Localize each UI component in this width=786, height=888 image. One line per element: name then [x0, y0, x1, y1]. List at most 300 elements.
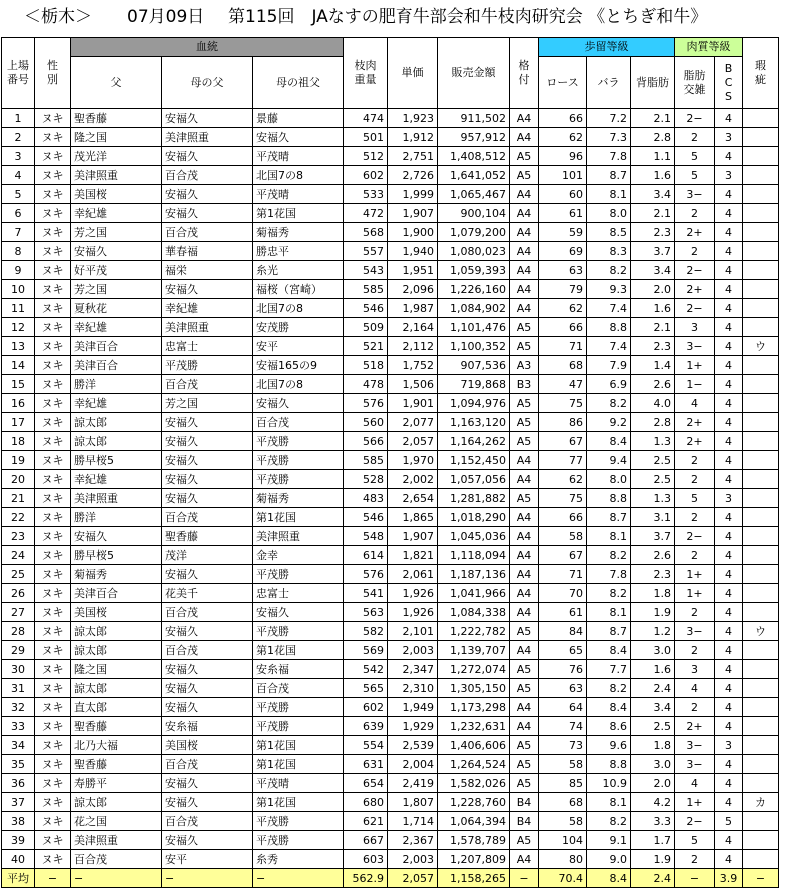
cell-weight: 542 — [344, 660, 388, 679]
cell-weight: 585 — [344, 280, 388, 299]
cell-sex: ヌキ — [35, 470, 71, 489]
cell-loin: 96 — [539, 147, 587, 166]
cell-grade: B3 — [510, 375, 539, 394]
cell-marbling: 2+ — [675, 413, 715, 432]
cell-bcs: 4 — [715, 185, 743, 204]
cell-loin: 67 — [539, 432, 587, 451]
cell-no: 6 — [2, 204, 35, 223]
cell-unit-price: 2,419 — [388, 774, 438, 793]
cell-sex: ヌキ — [35, 337, 71, 356]
cell-sex: ヌキ — [35, 394, 71, 413]
cell-unit-price: 1,901 — [388, 394, 438, 413]
cell-defect — [743, 223, 779, 242]
cell-defect — [743, 565, 779, 584]
cell-dam-grandsire: 安茂勝 — [253, 318, 344, 337]
cell-dam-grandsire: 忠富士 — [253, 584, 344, 603]
cell-sales: 1,139,707 — [438, 641, 510, 660]
table-row — [2, 565, 779, 584]
cell-bcs: 4 — [715, 356, 743, 375]
cell-sire: 夏秋花 — [71, 299, 162, 318]
cell-marbling: 2 — [675, 641, 715, 660]
cell-no: 17 — [2, 413, 35, 432]
cell-dam-sire: 美国桜 — [162, 736, 253, 755]
cell-defect — [743, 850, 779, 869]
table-row — [2, 451, 779, 470]
cell-weight: 478 — [344, 375, 388, 394]
cell-sex: ヌキ — [35, 223, 71, 242]
cell-sire: 聖香藤 — [71, 755, 162, 774]
cell-grade: A4 — [510, 470, 539, 489]
cell-bcs: 4 — [715, 242, 743, 261]
cell-defect — [743, 736, 779, 755]
cell-no: 25 — [2, 565, 35, 584]
cell-defect — [743, 831, 779, 850]
cell-sex: ヌキ — [35, 489, 71, 508]
cell-backfat: 2.5 — [631, 451, 675, 470]
cell-loin: 63 — [539, 679, 587, 698]
cell-grade: A5 — [510, 147, 539, 166]
cell-unit-price: 2,347 — [388, 660, 438, 679]
cell-sire: 寿勝平 — [71, 774, 162, 793]
cell-unit-price: 2,751 — [388, 147, 438, 166]
cell-bcs: 4 — [715, 432, 743, 451]
table-row — [2, 470, 779, 489]
avg-label: 平均 — [2, 869, 35, 888]
cell-rib: 10.9 — [587, 774, 631, 793]
cell-grade: A4 — [510, 641, 539, 660]
cell-bcs: 4 — [715, 318, 743, 337]
cell-weight: 548 — [344, 527, 388, 546]
cell-no: 28 — [2, 622, 35, 641]
cell-bcs: 4 — [715, 261, 743, 280]
cell-unit-price: 1,929 — [388, 717, 438, 736]
avg-grade: − — [510, 869, 539, 888]
cell-sex: ヌキ — [35, 850, 71, 869]
cell-marbling: 1− — [675, 375, 715, 394]
cell-dam-grandsire: 平茂勝 — [253, 470, 344, 489]
cell-sales: 1,084,902 — [438, 299, 510, 318]
cell-backfat: 3.3 — [631, 812, 675, 831]
cell-dam-sire: 安福久 — [162, 204, 253, 223]
cell-defect — [743, 394, 779, 413]
cell-sex: ヌキ — [35, 375, 71, 394]
header-sales: 販売金額 — [438, 38, 510, 109]
cell-no: 5 — [2, 185, 35, 204]
cell-unit-price: 2,077 — [388, 413, 438, 432]
cell-sire: 諒太郎 — [71, 413, 162, 432]
cell-sales: 1,578,789 — [438, 831, 510, 850]
table-row — [2, 603, 779, 622]
cell-loin: 75 — [539, 394, 587, 413]
cell-loin: 86 — [539, 413, 587, 432]
cell-unit-price: 2,539 — [388, 736, 438, 755]
header-weight: 枝肉 重量 — [344, 38, 388, 109]
cell-marbling: 5 — [675, 147, 715, 166]
cell-dam-grandsire: 百合茂 — [253, 413, 344, 432]
cell-loin: 66 — [539, 508, 587, 527]
cell-dam-grandsire: 第1花国 — [253, 755, 344, 774]
cell-weight: 554 — [344, 736, 388, 755]
cell-sales: 1,018,290 — [438, 508, 510, 527]
table-body — [2, 109, 779, 869]
cell-defect — [743, 185, 779, 204]
cell-unit-price: 1,865 — [388, 508, 438, 527]
cell-no: 11 — [2, 299, 35, 318]
cell-marbling: 2 — [675, 603, 715, 622]
cell-no: 24 — [2, 546, 35, 565]
cell-loin: 67 — [539, 546, 587, 565]
cell-grade: B4 — [510, 812, 539, 831]
cell-sales: 1,226,160 — [438, 280, 510, 299]
cell-sex: ヌキ — [35, 736, 71, 755]
cell-loin: 70 — [539, 584, 587, 603]
cell-defect — [743, 109, 779, 128]
cell-grade: A5 — [510, 679, 539, 698]
cell-sire: 美津照重 — [71, 831, 162, 850]
cell-weight: 543 — [344, 261, 388, 280]
cell-marbling: 4 — [675, 394, 715, 413]
cell-sales: 1,272,074 — [438, 660, 510, 679]
cell-no: 22 — [2, 508, 35, 527]
cell-sex: ヌキ — [35, 603, 71, 622]
header-defect: 瑕 疵 — [743, 38, 779, 109]
cell-bcs: 3 — [715, 489, 743, 508]
cell-no: 34 — [2, 736, 35, 755]
cell-backfat: 1.1 — [631, 147, 675, 166]
cell-sales: 1,187,136 — [438, 565, 510, 584]
cell-dam-grandsire: 景藤 — [253, 109, 344, 128]
cell-grade: A4 — [510, 508, 539, 527]
cell-dam-sire: 百合茂 — [162, 375, 253, 394]
cell-defect — [743, 470, 779, 489]
cell-rib: 8.0 — [587, 204, 631, 223]
cell-sex: ヌキ — [35, 242, 71, 261]
cell-no: 32 — [2, 698, 35, 717]
cell-weight: 518 — [344, 356, 388, 375]
cell-loin: 80 — [539, 850, 587, 869]
cell-rib: 8.8 — [587, 318, 631, 337]
cell-rib: 7.8 — [587, 147, 631, 166]
cell-marbling: 1+ — [675, 584, 715, 603]
cell-no: 1 — [2, 109, 35, 128]
cell-loin: 73 — [539, 736, 587, 755]
cell-sales: 719,868 — [438, 375, 510, 394]
cell-bcs: 4 — [715, 831, 743, 850]
cell-sales: 1,641,052 — [438, 166, 510, 185]
cell-backfat: 1.7 — [631, 831, 675, 850]
cell-weight: 602 — [344, 166, 388, 185]
cell-rib: 8.7 — [587, 622, 631, 641]
cell-backfat: 1.9 — [631, 603, 675, 622]
cell-no: 37 — [2, 793, 35, 812]
table-row — [2, 413, 779, 432]
cell-marbling: 3 — [675, 660, 715, 679]
avg-dam-sire: − — [162, 869, 253, 888]
table-row — [2, 660, 779, 679]
cell-dam-grandsire: 金幸 — [253, 546, 344, 565]
cell-backfat: 2.1 — [631, 204, 675, 223]
table-row — [2, 356, 779, 375]
table-row — [2, 375, 779, 394]
cell-no: 21 — [2, 489, 35, 508]
cell-sales: 1,101,476 — [438, 318, 510, 337]
cell-defect — [743, 660, 779, 679]
cell-bcs: 5 — [715, 812, 743, 831]
cell-rib: 8.7 — [587, 166, 631, 185]
cell-dam-grandsire: 第1花国 — [253, 793, 344, 812]
cell-dam-grandsire: 福桜（宮崎） — [253, 280, 344, 299]
cell-loin: 77 — [539, 451, 587, 470]
cell-defect — [743, 432, 779, 451]
cell-rib: 7.4 — [587, 299, 631, 318]
cell-defect — [743, 584, 779, 603]
cell-no: 35 — [2, 755, 35, 774]
cell-sales: 1,305,150 — [438, 679, 510, 698]
cell-dam-sire: 華春福 — [162, 242, 253, 261]
table-row — [2, 318, 779, 337]
avg-rib: 8.4 — [587, 869, 631, 888]
cell-grade: A5 — [510, 774, 539, 793]
cell-dam-grandsire: 北国7の8 — [253, 299, 344, 318]
cell-marbling: 3− — [675, 622, 715, 641]
cell-unit-price: 2,726 — [388, 166, 438, 185]
header-meat-grade: 肉質等級 — [675, 38, 743, 57]
cell-rib: 7.3 — [587, 128, 631, 147]
cell-weight: 509 — [344, 318, 388, 337]
table-row — [2, 147, 779, 166]
cell-sex: ヌキ — [35, 793, 71, 812]
cell-backfat: 1.3 — [631, 489, 675, 508]
cell-grade: A3 — [510, 356, 539, 375]
cell-bcs: 4 — [715, 451, 743, 470]
cell-sire: 聖香藤 — [71, 109, 162, 128]
cell-bcs: 4 — [715, 508, 743, 527]
cell-marbling: 2 — [675, 698, 715, 717]
cell-weight: 563 — [344, 603, 388, 622]
cell-marbling: 2+ — [675, 280, 715, 299]
cell-loin: 64 — [539, 698, 587, 717]
cell-marbling: 5 — [675, 166, 715, 185]
cell-sales: 1,164,262 — [438, 432, 510, 451]
cell-marbling: 1+ — [675, 565, 715, 584]
cell-marbling: 2− — [675, 261, 715, 280]
cell-backfat: 3.1 — [631, 508, 675, 527]
cell-bcs: 4 — [715, 147, 743, 166]
cell-rib: 8.2 — [587, 584, 631, 603]
cell-unit-price: 1,951 — [388, 261, 438, 280]
cell-unit-price: 2,003 — [388, 850, 438, 869]
table-row — [2, 508, 779, 527]
cell-defect — [743, 261, 779, 280]
cell-loin: 75 — [539, 489, 587, 508]
cell-weight: 472 — [344, 204, 388, 223]
cell-bcs: 4 — [715, 850, 743, 869]
cell-dam-grandsire: 安福久 — [253, 128, 344, 147]
cell-sales: 1,084,338 — [438, 603, 510, 622]
cell-marbling: 4 — [675, 774, 715, 793]
cell-backfat: 2.8 — [631, 413, 675, 432]
cell-sales: 1,057,056 — [438, 470, 510, 489]
cell-sire: 諒太郎 — [71, 679, 162, 698]
cell-rib: 8.2 — [587, 679, 631, 698]
cell-unit-price: 1,807 — [388, 793, 438, 812]
cell-loin: 68 — [539, 356, 587, 375]
cell-rib: 8.2 — [587, 812, 631, 831]
cell-marbling: 2 — [675, 204, 715, 223]
table-row — [2, 204, 779, 223]
cell-no: 39 — [2, 831, 35, 850]
table-row — [2, 337, 779, 356]
cell-unit-price: 2,164 — [388, 318, 438, 337]
cell-sire: 諒太郎 — [71, 793, 162, 812]
cell-rib: 8.2 — [587, 394, 631, 413]
cell-dam-grandsire: 平茂勝 — [253, 622, 344, 641]
cell-defect — [743, 280, 779, 299]
cell-weight: 614 — [344, 546, 388, 565]
cell-marbling: 3− — [675, 337, 715, 356]
cell-dam-grandsire: 美津照重 — [253, 527, 344, 546]
avg-defect: − — [743, 869, 779, 888]
cell-bcs: 4 — [715, 375, 743, 394]
cell-dam-grandsire: 第1花国 — [253, 204, 344, 223]
cell-backfat: 2.6 — [631, 375, 675, 394]
cell-loin: 61 — [539, 603, 587, 622]
cell-no: 30 — [2, 660, 35, 679]
cell-sire: 安福久 — [71, 242, 162, 261]
cell-loin: 47 — [539, 375, 587, 394]
cell-weight: 533 — [344, 185, 388, 204]
table-row — [2, 755, 779, 774]
cell-grade: A4 — [510, 299, 539, 318]
cell-rib: 8.6 — [587, 717, 631, 736]
cell-marbling: 2− — [675, 527, 715, 546]
cell-sire: 好平茂 — [71, 261, 162, 280]
cell-bcs: 4 — [715, 280, 743, 299]
cell-backfat: 3.4 — [631, 698, 675, 717]
cell-sales: 1,222,782 — [438, 622, 510, 641]
cell-sex: ヌキ — [35, 622, 71, 641]
cell-bcs: 4 — [715, 603, 743, 622]
cell-dam-sire: 安福久 — [162, 489, 253, 508]
cell-no: 14 — [2, 356, 35, 375]
cell-grade: A4 — [510, 280, 539, 299]
cell-sex: ヌキ — [35, 356, 71, 375]
cell-dam-sire: 忠富士 — [162, 337, 253, 356]
cell-dam-sire: 美津照重 — [162, 128, 253, 147]
cell-marbling: 4 — [675, 679, 715, 698]
cell-dam-grandsire: 安平 — [253, 337, 344, 356]
title-location: ＜栃木＞ — [24, 7, 92, 27]
cell-sire: 幸紀雄 — [71, 470, 162, 489]
cell-sales: 1,059,393 — [438, 261, 510, 280]
cell-grade: B4 — [510, 793, 539, 812]
cell-marbling: 2 — [675, 242, 715, 261]
table-row — [2, 166, 779, 185]
cell-dam-sire: 安福久 — [162, 109, 253, 128]
cell-dam-sire: 安福久 — [162, 831, 253, 850]
table-row — [2, 261, 779, 280]
cell-sire: 幸紀雄 — [71, 318, 162, 337]
cell-dam-grandsire: 平茂晴 — [253, 774, 344, 793]
cell-loin: 61 — [539, 204, 587, 223]
cell-sales: 900,104 — [438, 204, 510, 223]
cell-grade: A4 — [510, 185, 539, 204]
cell-weight: 603 — [344, 850, 388, 869]
cell-unit-price: 2,310 — [388, 679, 438, 698]
cell-sales: 911,502 — [438, 109, 510, 128]
cell-dam-sire: 百合茂 — [162, 223, 253, 242]
cell-bcs: 4 — [715, 527, 743, 546]
cell-grade: A4 — [510, 546, 539, 565]
cell-weight: 639 — [344, 717, 388, 736]
cell-unit-price: 1,940 — [388, 242, 438, 261]
cell-backfat: 1.8 — [631, 584, 675, 603]
cell-sales: 1,080,023 — [438, 242, 510, 261]
cell-dam-grandsire: 糸秀 — [253, 850, 344, 869]
cell-marbling: 2 — [675, 546, 715, 565]
cell-grade: A5 — [510, 432, 539, 451]
cell-weight: 602 — [344, 698, 388, 717]
cell-marbling: 2+ — [675, 223, 715, 242]
cell-no: 20 — [2, 470, 35, 489]
cell-dam-grandsire: 平茂勝 — [253, 831, 344, 850]
cell-sex: ヌキ — [35, 432, 71, 451]
cell-weight: 654 — [344, 774, 388, 793]
cell-bcs: 4 — [715, 774, 743, 793]
cell-dam-sire: 聖香藤 — [162, 527, 253, 546]
cell-dam-sire: 芳之国 — [162, 394, 253, 413]
table-row — [2, 736, 779, 755]
cell-loin: 58 — [539, 812, 587, 831]
cell-unit-price: 1,970 — [388, 451, 438, 470]
cell-rib: 8.7 — [587, 508, 631, 527]
cell-unit-price: 1,923 — [388, 109, 438, 128]
avg-backfat: 2.4 — [631, 869, 675, 888]
cell-unit-price: 1,926 — [388, 584, 438, 603]
cell-sex: ヌキ — [35, 831, 71, 850]
cell-dam-sire: 幸紀雄 — [162, 299, 253, 318]
cell-dam-grandsire: 平茂勝 — [253, 451, 344, 470]
cell-weight: 528 — [344, 470, 388, 489]
cell-loin: 66 — [539, 318, 587, 337]
cell-weight: 569 — [344, 641, 388, 660]
cell-dam-grandsire: 平茂勝 — [253, 717, 344, 736]
cell-rib: 8.8 — [587, 755, 631, 774]
cell-sire: 幸紀雄 — [71, 204, 162, 223]
cell-unit-price: 1,907 — [388, 204, 438, 223]
cell-sex: ヌキ — [35, 299, 71, 318]
cell-backfat: 1.3 — [631, 432, 675, 451]
cell-weight: 501 — [344, 128, 388, 147]
cell-no: 2 — [2, 128, 35, 147]
cell-bcs: 4 — [715, 223, 743, 242]
cell-grade: A4 — [510, 527, 539, 546]
cell-marbling: 5 — [675, 831, 715, 850]
cell-backfat: 2.4 — [631, 679, 675, 698]
header-sex: 性 別 — [35, 38, 71, 109]
cell-defect — [743, 242, 779, 261]
cell-defect — [743, 128, 779, 147]
cell-sales: 1,100,352 — [438, 337, 510, 356]
header-rib: バラ — [587, 57, 631, 109]
cell-sex: ヌキ — [35, 546, 71, 565]
table-row — [2, 584, 779, 603]
cell-bcs: 3 — [715, 166, 743, 185]
cell-dam-sire: 安福久 — [162, 470, 253, 489]
cell-weight: 576 — [344, 394, 388, 413]
cell-weight: 680 — [344, 793, 388, 812]
cell-unit-price: 1,999 — [388, 185, 438, 204]
